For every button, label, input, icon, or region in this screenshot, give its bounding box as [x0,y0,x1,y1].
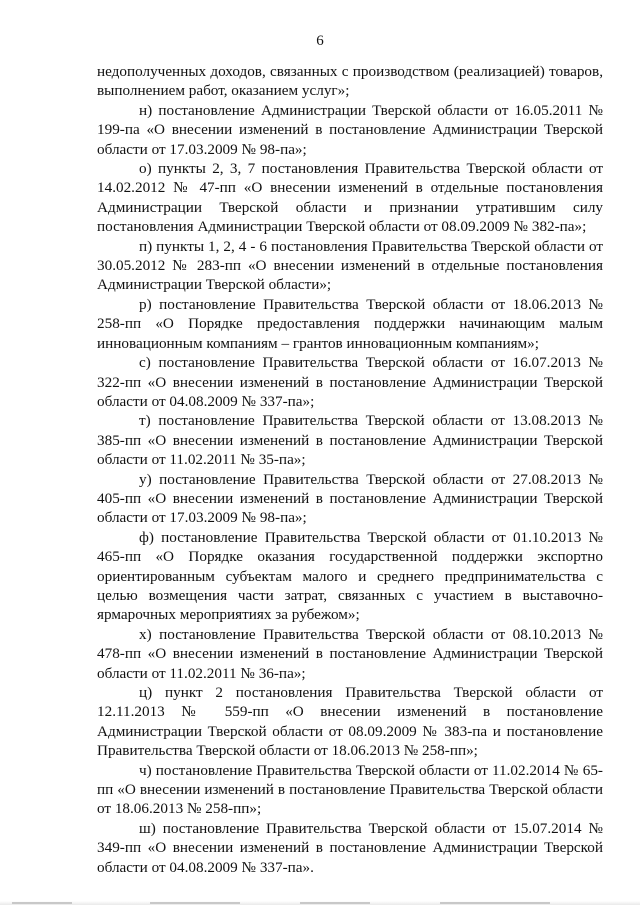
paragraph-continuation: недополученных доходов, связанных с производством (реализацией) товаров, выполнением работ, оказанием услуг»; [97,63,603,100]
paragraph-item-u: у) постановление Правительства Тверской области от 27.08.2013 № 405-пп «О внесении изменений в постановление Администрации Тверской области от 17.03.2009 № 98-па»; [97,470,603,527]
paragraph-item-o: о) пункты 2, 3, 7 постановления Правительства Тверской области от 14.02.2012 № 47-пп «О внесении изменений в отдельные постановления Администрации Тверской области и признании утратившим силу постановления Администрации Тверской области от 08.09.2009 № 382-па»; [97,160,603,236]
paragraph-item-t: т) постановление Правительства Тверской области от 13.08.2013 № 385-пп «О внесении изменений в постановление Администрации Тверской области от 11.02.2011 № 35-па»; [97,412,603,469]
paragraph-item-n: н) постановление Администрации Тверской области от 16.05.2011 № 199-па «О внесении изменений в постановление Администрации Тверской области от 17.03.2009 № 98-па»; [97,101,603,158]
scan-artifact [12,902,72,904]
paragraph-item-p: п) пункты 1, 2, 4 - 6 постановления Правительства Тверской области от 30.05.2012 № 283-пп «О внесении изменений в отдельные постановления Администрации Тверской области»; [97,237,603,294]
paragraph-item-kh: х) постановление Правительства Тверской области от 08.10.2013 № 478-пп «О внесении изменений в постановление Администрации Тверской области от 11.02.2011 № 36-па»; [97,625,603,682]
paragraph-item-ts: ц) пункт 2 постановления Правительства Тверской области от 12.11.2013 № 559-пп «О внесении изменений в постановление Администрации Тверской области от 08.09.2009 № 383-па и постановление Правительства Тверской области от 18.06.2013 № 258-пп»; [97,684,603,760]
paragraph-item-ch: ч) постановление Правительства Тверской области от 11.02.2014 № 65-пп «О внесении изменений в постановление Правительства Тверской области от 18.06.2013 № 258-пп»; [97,761,603,818]
paragraph-item-f: ф) постановление Правительства Тверской области от 01.10.2013 № 465-пп «О Порядке оказания государственной поддержки экспортно ориентированным субъектам малого и среднего предпринимательства с целью возмещения части затрат, связанных с участием в выставочно-ярмарочных мероприятиях за рубежом»; [97,528,603,624]
page-number: 6 [316,33,324,49]
scan-artifact [150,902,240,904]
paragraph-item-r: р) постановление Правительства Тверской области от 18.06.2013 № 258-пп «О Порядке предоставления поддержки начинающим малым инновационным компаниям – грантов инновационным компаниям»; [97,295,603,352]
scan-artifact [440,902,550,904]
paragraph-item-sh: ш) постановление Правительства Тверской области от 15.07.2014 № 349-пп «О внесении изменений в постановление Администрации Тверской области от 04.08.2009 № 337-па». [97,819,603,876]
scan-artifact [300,902,370,904]
document-body [97,62,603,877]
paragraph-item-s: с) постановление Правительства Тверской области от 16.07.2013 № 322-пп «О внесении изменений в постановление Администрации Тверской области от 04.08.2009 № 337-па»; [97,354,603,410]
